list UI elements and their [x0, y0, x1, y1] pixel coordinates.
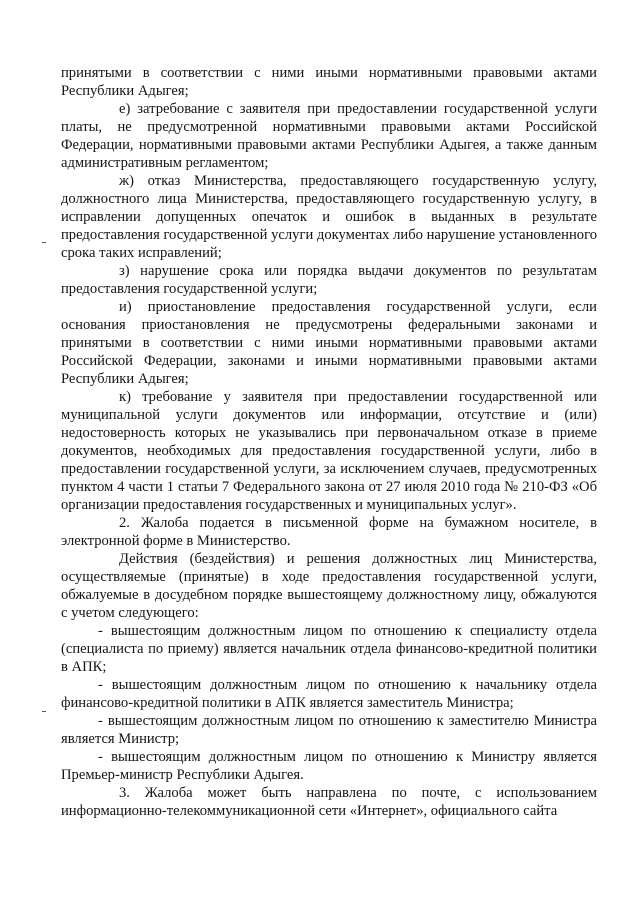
paragraph-item-i: и) приостановление предоставления государственной услуги, если основания приостановления не предусмотрены федеральными законами и принятыми в соответствии с ними иными нормативными правовыми актами Российской Федерации, законами и иными нормативными правовыми актами Республики Адыгея; — [61, 299, 597, 387]
paragraph-item-k: к) требование у заявителя при предоставлении государственной или муниципальной услуги документов или информации, отсутствие и (или) недостоверность которых не указывались при первоначальном отказе в приеме документов, необходимых для предоставления государственной услуги, либо в предоставлении государственной услуги, за исключением случаев, предусмотренных пунктом 4 части 1 статьи 7 Федерального закона от 27 июля 2010 года № 210-ФЗ «Об организации предоставления государственных и муниципальных услуг». — [61, 389, 597, 513]
margin-mark — [42, 711, 46, 712]
paragraph-dash-3: - вышестоящим должностным лицом по отношению к заместителю Министра является Министр; — [61, 713, 597, 747]
margin-mark — [42, 242, 46, 243]
paragraph-item-z: з) нарушение срока или порядка выдачи документов по результатам предоставления государственной услуги; — [61, 263, 597, 297]
paragraph-dash-2: - вышестоящим должностным лицом по отношению к начальнику отдела финансово-кредитной политики в АПК является заместитель Министра; — [61, 677, 597, 711]
paragraph-clause-3: 3. Жалоба может быть направлена по почте, с использованием информационно-телекоммуникационной сети «Интернет», официального сайта — [61, 785, 597, 819]
paragraph-item-e: е) затребование с заявителя при предоставлении государственной услуги платы, не предусмотренной нормативными правовыми актами Российской Федерации, нормативными правовыми актами Республики Адыгея, а также данным административным регламентом; — [61, 101, 597, 171]
paragraph-actions: Действия (бездействия) и решения должностных лиц Министерства, осуществляемые (принятые) в ходе предоставления государственной услуги, обжалуемые в досудебном порядке вышестоящему должностному лицу, обжалуются с учетом следующего: — [61, 551, 597, 621]
paragraph-continuation: принятыми в соответствии с ними иными нормативными правовыми актами Республики Адыгея; — [61, 65, 597, 99]
paragraph-clause-2: 2. Жалоба подается в письменной форме на бумажном носителе, в электронной форме в Министерство. — [61, 515, 597, 549]
paragraph-dash-1: - вышестоящим должностным лицом по отношению к специалисту отдела (специалиста по приему) является начальник отдела финансово-кредитной политики в АПК; — [61, 623, 597, 675]
paragraph-item-zh: ж) отказ Министерства, предоставляющего государственную услугу, должностного лица Министерства, предоставляющего государственную услугу, в исправлении допущенных опечаток и ошибок в выданных в результате предоставления государственной услуги документах либо нарушение установленного срока таких исправлений; — [61, 173, 597, 261]
paragraph-dash-4: - вышестоящим должностным лицом по отношению к Министру является Премьер-министр Республики Адыгея. — [61, 749, 597, 783]
document-body — [61, 64, 597, 820]
